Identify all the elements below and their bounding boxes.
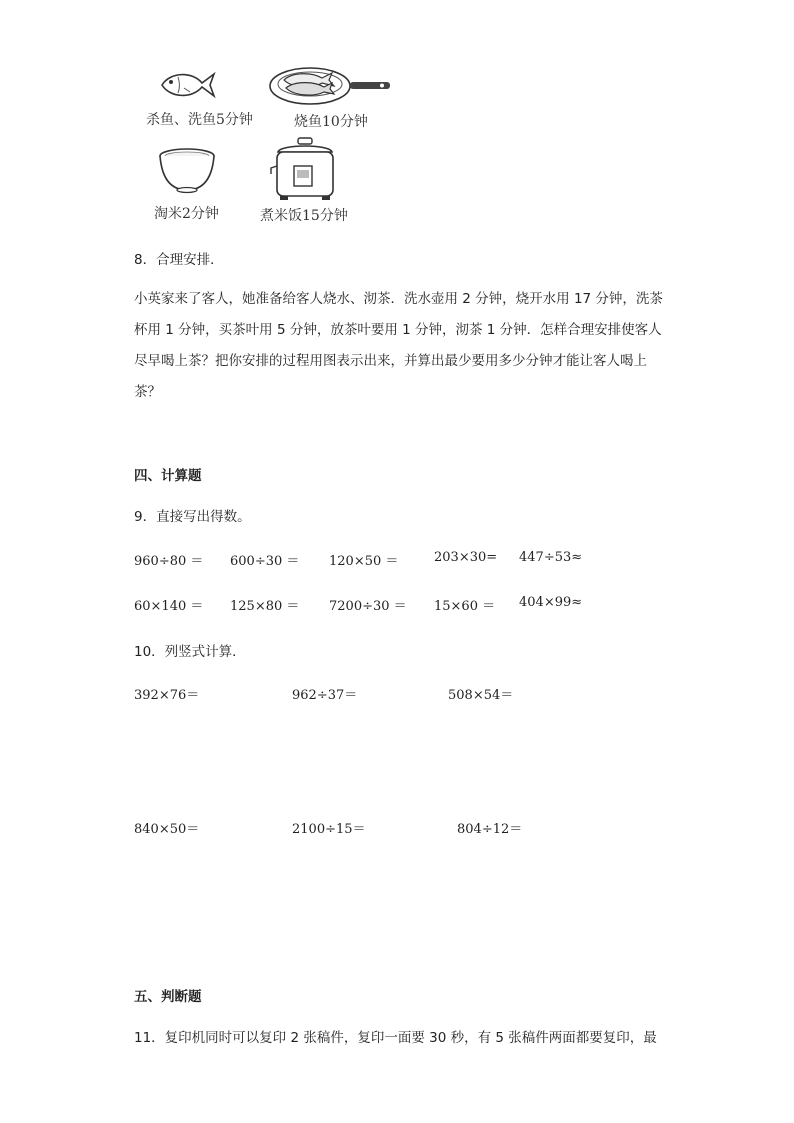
q9-r2-c1: 60×140 ＝ bbox=[134, 599, 204, 614]
frying-pan-icon bbox=[268, 64, 392, 108]
q10-r2-c3: 804÷12＝ bbox=[457, 822, 523, 837]
q10-r1-c2: 962÷37＝ bbox=[292, 688, 358, 703]
section4-heading: 四、计算题 bbox=[134, 468, 202, 484]
q8-body: 小英家来了客人，她准备给客人烧水、沏茶．洗水壶用 2 分钟，烧开水用 17 分钟，洗茶杯用 1 分钟，买茶叶用 5 分钟，放茶叶要用 1 分钟，沏茶 1 分钟．怎样合理安排使客人尽早喝上茶？把你安排的过程用图表示出来，并算出最少要用多少分钟才能让客人喝上茶？ bbox=[134, 291, 663, 400]
q9-title: 9．直接写出得数。 bbox=[134, 509, 251, 525]
q11-body: 11．复印机同时可以复印 2 张稿件，复印一面要 30 秒，有 5 张稿件两面都要复印，最 bbox=[134, 1030, 657, 1046]
section5-heading: 五、判断题 bbox=[134, 989, 202, 1005]
q9-r2-c5: 404×99≈ bbox=[519, 595, 583, 610]
q9-r1-c1: 960÷80 ＝ bbox=[134, 554, 204, 569]
q10-r1-c3: 508×54＝ bbox=[448, 688, 514, 703]
q10-r2-c2: 2100÷15＝ bbox=[292, 822, 366, 837]
q10-r1-c1: 392×76＝ bbox=[134, 688, 200, 703]
cooker-label: 煮米饭15分钟 bbox=[260, 208, 348, 224]
q9-r1-c2: 600÷30 ＝ bbox=[230, 554, 300, 569]
rice-cooker-icon bbox=[268, 138, 342, 202]
q9-r2-c4: 15×60 ＝ bbox=[434, 599, 496, 614]
bowl-label: 淘米2分钟 bbox=[154, 206, 219, 222]
q9-r2-c2: 125×80 ＝ bbox=[230, 599, 300, 614]
fish-label: 杀鱼、洗鱼5分钟 bbox=[146, 112, 253, 128]
rice-bowl-icon bbox=[158, 146, 216, 196]
q10-r2-c1: 840×50＝ bbox=[134, 822, 200, 837]
q9-r1-c5: 447÷53≈ bbox=[519, 550, 583, 565]
q9-r1-c4: 203×30= bbox=[434, 550, 498, 565]
pan-label: 烧鱼10分钟 bbox=[294, 114, 368, 130]
q9-r2-c3: 7200÷30 ＝ bbox=[329, 599, 407, 614]
q10-title: 10．列竖式计算． bbox=[134, 644, 246, 660]
q8-title: 8．合理安排． bbox=[134, 252, 224, 268]
q9-r1-c3: 120×50 ＝ bbox=[329, 554, 399, 569]
fish-icon bbox=[158, 68, 218, 102]
